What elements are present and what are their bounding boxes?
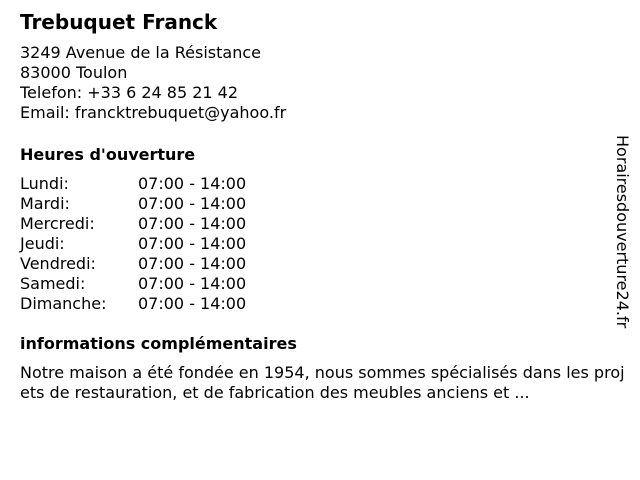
- hours-row-friday: [20, 254, 630, 274]
- day-label: Mardi:: [20, 194, 70, 213]
- time-range: 07:00 - 14:00: [138, 294, 247, 313]
- day-label: Vendredi:: [20, 254, 96, 273]
- business-card: [20, 10, 630, 403]
- day-label: Dimanche:: [20, 294, 107, 313]
- time-range: 07:00 - 14:00: [138, 254, 247, 273]
- hours-heading: Heures d'ouverture: [20, 145, 196, 164]
- day-label: Mercredi:: [20, 214, 95, 233]
- day-label: Jeudi:: [20, 234, 65, 253]
- contact-block: [20, 43, 630, 123]
- hours-row-tuesday: [20, 194, 630, 214]
- info-heading: informations complémentaires: [20, 334, 297, 353]
- info-description: Notre maison a été fondée en 1954, nous sommes spécialisés dans les projets de restauration, et de fabrication des meubles anciens et ...: [20, 363, 625, 402]
- hours-row-saturday: [20, 274, 630, 294]
- time-range: 07:00 - 14:00: [138, 214, 247, 233]
- day-label: Samedi:: [20, 274, 86, 293]
- address-street: 3249 Avenue de la Résistance: [20, 43, 261, 62]
- time-range: 07:00 - 14:00: [138, 274, 247, 293]
- hours-row-wednesday: [20, 214, 630, 234]
- phone-line: Telefon: +33 6 24 85 21 42: [20, 83, 239, 102]
- hours-row-sunday: [20, 294, 630, 314]
- address-city: 83000 Toulon: [20, 63, 128, 82]
- time-range: 07:00 - 14:00: [138, 174, 247, 193]
- email-line: Email: francktrebuquet@yahoo.fr: [20, 103, 287, 122]
- site-watermark: Horairesdouverture24.fr: [613, 135, 632, 329]
- hours-table: [20, 174, 630, 314]
- hours-row-monday: [20, 174, 630, 194]
- day-label: Lundi:: [20, 174, 69, 193]
- business-name: Trebuquet Franck: [20, 10, 218, 34]
- time-range: 07:00 - 14:00: [138, 194, 247, 213]
- hours-row-thursday: [20, 234, 630, 254]
- time-range: 07:00 - 14:00: [138, 234, 247, 253]
